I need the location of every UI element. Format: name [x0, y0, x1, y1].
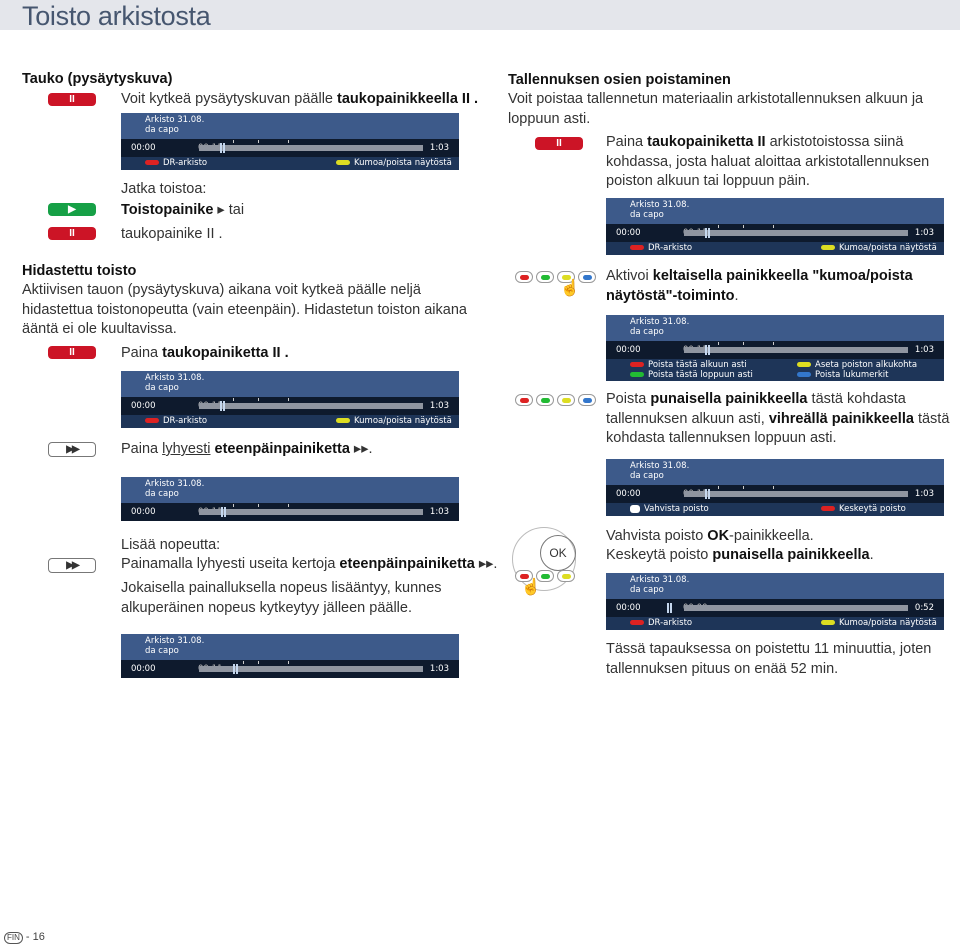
page-footer: FIN - 16 — [4, 931, 45, 944]
color-keys-red-green — [515, 394, 596, 406]
more-note: Jokaisella painalluksella nopeus lisääntyy, kunnes alkuperäinen nopeus kytkeytyy jälleen päälle. — [121, 580, 442, 616]
screen-5: Arkisto 31.08. da capo 00:00 1:03 DR-arkisto Kumoa/poista näytöstä — [606, 198, 944, 255]
pause-button-2: II — [48, 227, 96, 240]
step4-text: Vahvista poisto OK-painikkeella. — [606, 528, 814, 544]
screen-7: Arkisto 31.08. da capo 00:00 1:03 Vahvista poisto Keskeytä poisto — [606, 459, 944, 516]
more-label: Lisää nopeutta: — [121, 537, 221, 553]
press-ff-text: Paina lyhyesti eteenpäinpainiketta ▸▸. — [121, 441, 373, 457]
slow-heading: Hidastettu toisto — [22, 263, 137, 279]
step3-text: Poista punaisella painikkeella tästä kohdasta tallennuksen alkuun asti, vihreällä painikkeella tästä kohdasta tallennuksen loppuun asti. — [606, 391, 950, 446]
pause-button-4: II — [535, 137, 583, 150]
delete-heading: Tallennuksen osien poistaminen — [508, 72, 731, 88]
delete-intro: Voit poistaa tallennetun materiaalin arkistotallennuksen alkuun ja loppuun asti. — [508, 91, 924, 127]
screen-1: Arkisto 31.08. da capo 00:00 1:03 DR-arkisto Kumoa/poista näytöstä — [121, 113, 459, 170]
pause-heading: Tauko (pysäytyskuva) — [22, 71, 173, 87]
ff-button-2: ▶▶ — [48, 558, 96, 573]
step1-text: Paina taukopainiketta II arkistotoistossa siinä kohdassa, josta haluat aloittaa arkistotallennuksen poiston alkuun tai loppuun päin. — [606, 134, 930, 189]
page-title: Toisto arkistosta — [22, 1, 211, 31]
pause-text: Voit kytkeä pysäytyskuvan päälle taukopainikkeella II . — [121, 91, 479, 107]
hand-icon: ☝ — [560, 280, 580, 297]
resume-pause: taukopainike II . — [121, 226, 223, 242]
hand-icon-2: ☝ — [521, 579, 541, 596]
step5-text: Keskeytä poisto punaisella painikkeella. — [606, 547, 874, 563]
resume-play: Toistopainike ▸ tai — [121, 202, 245, 218]
result-text: Tässä tapauksessa on poistettu 11 minuuttia, joten tallennuksen pituus on enää 52 min. — [606, 641, 932, 677]
screen-4: Arkisto 31.08. da capo 00:00 1:03 — [121, 634, 459, 678]
screen-8: Arkisto 31.08. da capo 00:00 0:52 DR-arkisto Kumoa/poista näytöstä — [606, 573, 944, 630]
pause-button-3: II — [48, 346, 96, 359]
ff-button: ▶▶ — [48, 442, 96, 457]
more-text: Painamalla lyhyesti useita kertoja eteenpäinpainiketta ▸▸. — [121, 556, 498, 572]
pause-button: II — [48, 93, 96, 106]
screen-3: Arkisto 31.08. da capo 00:00 1:03 — [121, 477, 459, 521]
screen-6: Arkisto 31.08. da capo 00:00 1:03 Poista tästä alkuun asti Poista tästä loppuun asti Aseta poiston alkukohta Poista lukumerkit — [606, 315, 944, 381]
color-keys-yellow — [515, 271, 596, 283]
press-pause-text: Paina taukopainiketta II . — [121, 345, 289, 361]
screen-2: Arkisto 31.08. da capo 00:00 1:03 DR-arkisto Kumoa/poista näytöstä — [121, 371, 459, 428]
ok-button: OK — [540, 535, 576, 571]
slow-text: Aktiivisen tauon (pysäytyskuva) aikana voit kytkeä päälle neljä hidastettua toistonopeutta (vain eteenpäin). Hidastetun toiston aikana ääntä ei ole kuultavissa. — [22, 282, 467, 337]
play-button: ▶ — [48, 203, 96, 216]
step2-text: Aktivoi keltaisella painikkeella "kumoa/poista näytöstä"-toiminto. — [606, 268, 913, 304]
resume-label: Jatka toistoa: — [121, 181, 207, 197]
